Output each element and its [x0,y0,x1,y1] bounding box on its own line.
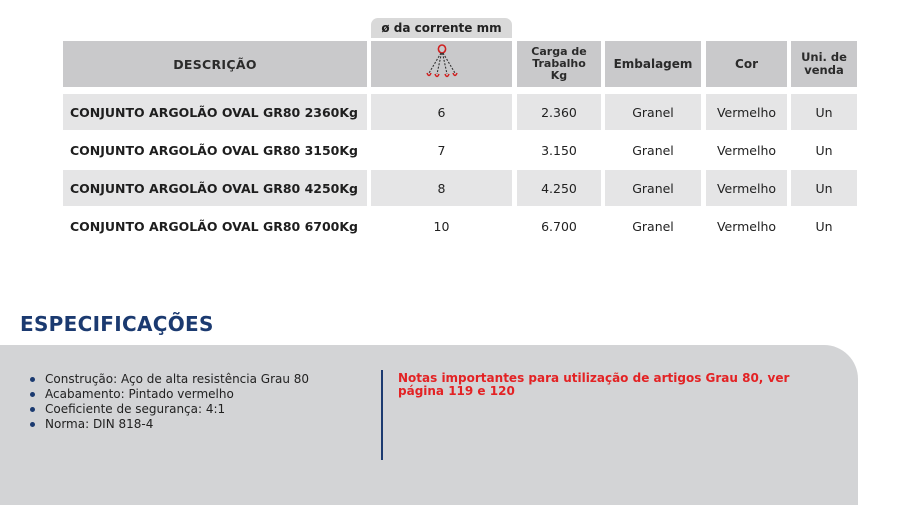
table-row [0,208,900,244]
header-cor: Cor [706,41,787,87]
table-row [0,170,900,206]
cell-carga: 4.250 [541,180,577,196]
table-row [0,132,900,168]
spec-item: Norma: DIN 818-4 [30,417,309,432]
cell-uni: Un [815,218,833,234]
header-carga-line: Carga de [531,45,587,58]
cell-uni: Un [815,104,833,120]
header-carga-line: Trabalho [532,57,586,70]
header-descricao: DESCRIÇÃO [63,41,367,87]
cell-embalagem: Granel [632,180,674,196]
cell-diametro: 6 [437,104,446,120]
header-uni-line: Uni. de [801,50,847,64]
cell-descricao: CONJUNTO ARGOLÃO OVAL GR80 3150Kg [70,142,358,158]
cell-cor: Vermelho [716,142,777,158]
specs-title: ESPECIFICAÇÕES [20,312,214,336]
cell-embalagem: Granel [632,142,674,158]
cell-carga: 3.150 [541,142,577,158]
cell-uni: Un [815,142,833,158]
header-chain [371,41,512,87]
table-row [0,94,900,130]
cell-cor: Vermelho [716,180,777,196]
cell-uni: Un [815,180,833,196]
cell-carga: 2.360 [541,104,577,120]
cell-cor: Vermelho [716,104,777,120]
diameter-column-label: ø da corrente mm [371,18,512,38]
spec-item: Construção: Aço de alta resistência Grau 80 [30,372,309,387]
chain-sling-icon [422,44,462,84]
cell-embalagem: Granel [632,104,674,120]
header-uni [791,41,857,87]
cell-descricao: CONJUNTO ARGOLÃO OVAL GR80 4250Kg [70,180,358,196]
cell-cor: Vermelho [716,218,777,234]
cell-diametro: 8 [437,180,446,196]
specs-divider [381,370,383,460]
header-carga-line: Kg [550,69,568,82]
specs-list [30,372,309,432]
cell-descricao: CONJUNTO ARGOLÃO OVAL GR80 2360Kg [70,104,358,120]
cell-embalagem: Granel [632,218,674,234]
spec-item: Acabamento: Pintado vermelho [30,387,309,402]
cell-diametro: 10 [433,218,450,234]
spec-item: Coeficiente de segurança: 4:1 [30,402,309,417]
header-carga [517,41,601,87]
cell-descricao: CONJUNTO ARGOLÃO OVAL GR80 6700Kg [70,218,358,234]
important-note: Notas importantes para utilização de artigos Grau 80, ver página 119 e 120 [398,371,790,398]
cell-carga: 6.700 [541,218,577,234]
cell-diametro: 7 [437,142,446,158]
header-uni-line: venda [804,63,844,77]
header-embalagem: Embalagem [605,41,701,87]
